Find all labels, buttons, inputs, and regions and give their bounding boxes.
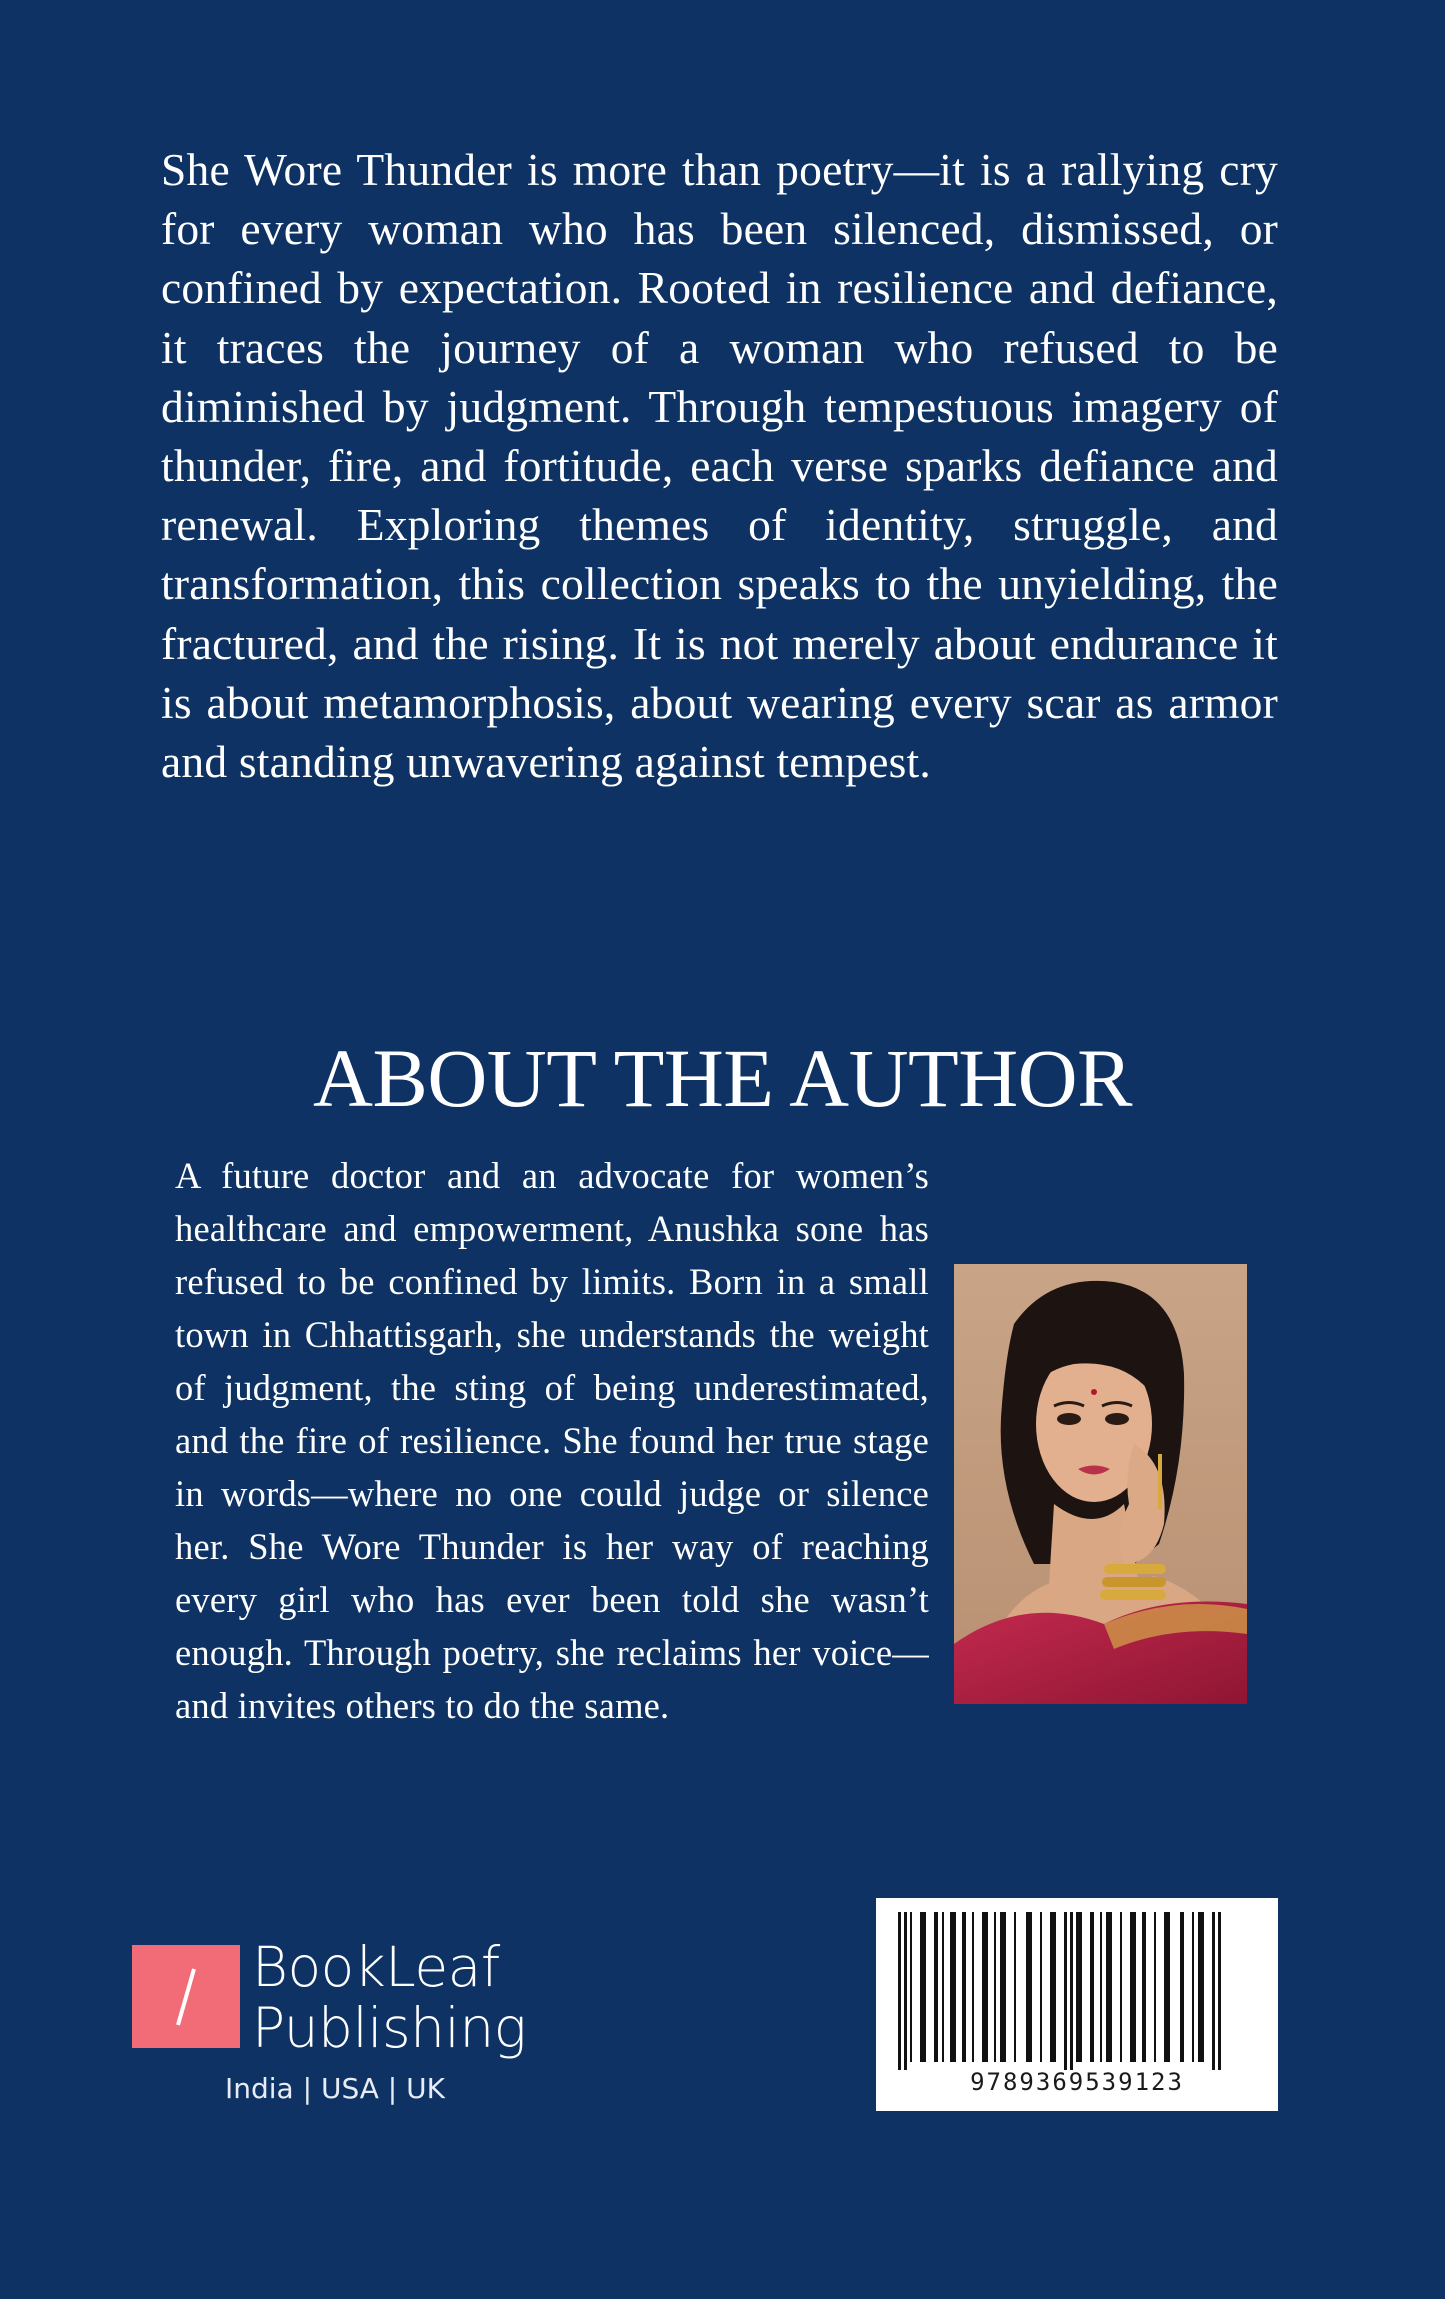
barcode-bar (1064, 1912, 1067, 2070)
barcode-bar (942, 1912, 944, 2062)
publisher-name-line1: BookLeaf (252, 1935, 500, 1999)
publisher-name-line2: Publishing (252, 1996, 527, 2060)
barcode-bar (1198, 1912, 1204, 2062)
bookleaf-logo-mark (132, 1945, 240, 2048)
barcode-bar (1040, 1912, 1042, 2062)
barcode-bar (1050, 1912, 1056, 2062)
barcode-bar (1070, 1912, 1073, 2070)
barcode-bar (1154, 1912, 1156, 2062)
barcode-bar (1026, 1912, 1032, 2062)
back-cover-blurb: She Wore Thunder is more than poetry—it is a rallying cry for every woman who has been silenced, dismissed, or confined by expectation. Rooted in resilience and defiance, it traces the journey of a woman who refused to be diminished by judgment. Through tempestuous imagery of thunder, fire, and fortitude, each verse sparks defiance and renewal. Exploring themes of identity, struggle, and transformation, this collection speaks to the unyielding, the fractured, and the rising. It is not merely about endurance it is about metamorphosis, about wearing every scar as armor and standing unwavering against tempest. (161, 144, 1278, 788)
barcode-bar (982, 1912, 988, 2062)
barcode-bar (1090, 1912, 1094, 2062)
isbn-barcode (876, 1898, 1278, 2111)
barcode-bar (910, 1912, 912, 2062)
barcode-bar (1100, 1912, 1102, 2062)
barcode-bar (950, 1912, 956, 2062)
barcode-bar (1212, 1912, 1215, 2070)
publisher-regions: India | USA | UK (225, 2072, 445, 2105)
barcode-bar (934, 1912, 938, 2062)
barcode-bar (972, 1912, 974, 2062)
barcode-bar (1192, 1912, 1194, 2062)
barcode-bar (1164, 1912, 1170, 2062)
author-bio: A future doctor and an advocate for women’s healthcare and empowerment, Anushka sone has refused to be confined by limits. Born in a small town in Chhattisgarh, she understands the weight of judgment, the sting of being underestimated, and the fire of resilience. She found her true stage in words—where no one could judge or silence her. She Wore Thunder is her way of reaching every girl who has ever been told she wasn’t enough. Through poetry, she reclaims her voice—and invites others to do the same. (175, 1155, 929, 1726)
barcode-bar (1130, 1912, 1136, 2062)
about-the-author-heading: ABOUT THE AUTHOR (313, 1032, 1132, 1124)
publisher-name (252, 1937, 526, 2059)
author-photo (954, 1264, 1247, 1704)
barcode-bar (994, 1912, 996, 2062)
barcode-bar (1000, 1912, 1006, 2062)
barcode-bar (1180, 1912, 1184, 2062)
barcode-bar (1014, 1912, 1016, 2062)
barcode-bar (1106, 1912, 1112, 2062)
barcode-bar (962, 1912, 966, 2062)
barcode-bar (1120, 1912, 1122, 2062)
barcode-bar (1076, 1912, 1082, 2062)
barcode-bar (1218, 1912, 1221, 2070)
barcode-bar (898, 1912, 901, 2070)
barcode-bar (1142, 1912, 1146, 2062)
barcode-bar (904, 1912, 907, 2070)
isbn-number: 9789369539123 (970, 2068, 1184, 2096)
barcode-bar (920, 1912, 926, 2062)
